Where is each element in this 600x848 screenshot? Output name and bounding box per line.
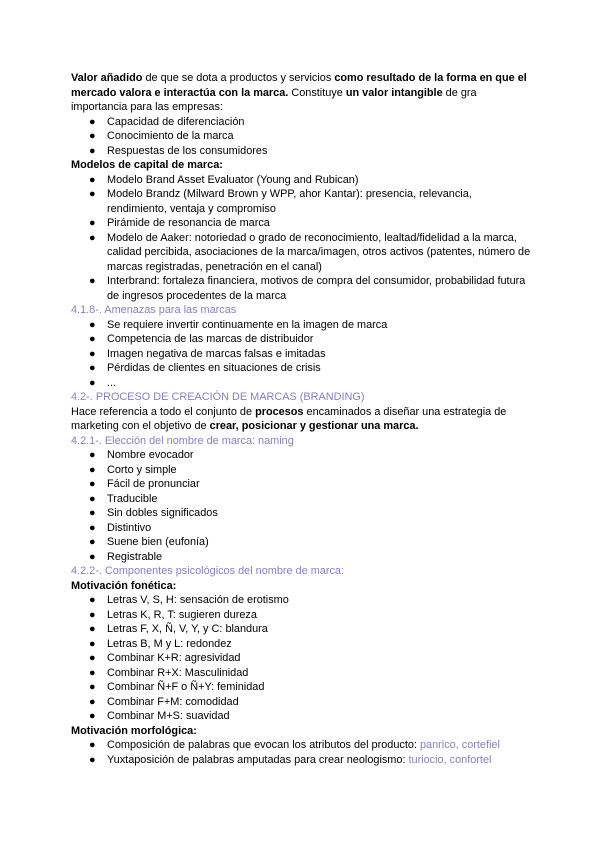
bullet-icon: ● (89, 637, 96, 650)
phonetic-heading: Motivación fonética: (71, 579, 177, 592)
list-item: ● Conocimiento de la marca (89, 130, 234, 142)
bullet-icon: ● (89, 666, 96, 679)
bullet-icon: ● (89, 753, 96, 766)
bullet-icon: ● (89, 231, 96, 244)
bullet-icon: ● (89, 449, 96, 461)
list-item: ● ... (89, 376, 117, 389)
intro-bold-1: Valor añadido (71, 72, 143, 84)
list-item: ● Letras F, X, Ñ, V, Y, y C: blandura (89, 623, 268, 635)
intro-bold-3: un valor intangible (345, 86, 443, 99)
list-item: ● Imagen negativa de marcas falsas e imitadas (89, 347, 326, 360)
example-text: turiocio, confortel (408, 753, 492, 766)
list-item: ● Combinar M+S: suavidad (89, 710, 230, 722)
bullet-icon: ● (89, 521, 96, 534)
bullet-icon: ● (89, 115, 96, 128)
models-list (71, 173, 531, 304)
morph-heading: Motivación morfológica: (71, 724, 197, 737)
branding-paragraph: Hace referencia a todo el conjunto de procesos encaminados a diseñar una estrategia de marketing con el objetivo de crear, posicionar y gestionar una marca. (71, 405, 507, 432)
list-item: ● Yuxtaposición de palabras amputadas para crear neologismo: turiocio, confortel (89, 753, 492, 766)
bullet-icon: ● (89, 478, 96, 490)
list-item: ● Combinar Ñ+F o Ñ+Y: feminidad (89, 681, 265, 693)
threats-list (71, 318, 531, 391)
bullet-icon: ● (89, 188, 96, 200)
bullet-icon: ● (89, 217, 96, 229)
list-item: ● Pirámide de resonancia de marca (89, 217, 270, 229)
bullet-icon: ● (89, 130, 96, 142)
list-item: ● Nombre evocador (89, 449, 194, 461)
intro-paragraph (71, 71, 531, 115)
bullet-icon: ● (89, 608, 96, 621)
list-item: ● Se requiere invertir continuamente en la imagen de marca (89, 318, 388, 331)
bullet-icon: ● (89, 710, 96, 722)
intro-text-1: de que se dota a productos y servicios (142, 72, 335, 84)
list-item: ● Capacidad de diferenciación (89, 115, 245, 128)
document-page (71, 71, 531, 767)
list-item: ● Competencia de las marcas de distribuidor (89, 333, 314, 345)
psych-heading: 4.2.2-. Componentes psicológicos del nombre de marca: (71, 565, 345, 577)
value-list (71, 115, 531, 159)
list-item: ● Pérdidas de clientes en situaciones de crisis (89, 362, 321, 374)
branding-heading: 4.2-. PROCESO DE CREACIÓN DE MARCAS (BRANDING) (71, 391, 365, 403)
list-item: ● Combinar K+R: agresividad (89, 652, 241, 664)
bullet-icon: ● (89, 347, 96, 360)
list-item: ● Fácil de pronunciar (89, 478, 200, 490)
bullet-icon: ● (89, 275, 96, 287)
list-item: ● Interbrand: fortaleza financiera, motivos de compra del consumidor, probabilidad futura de ingresos procedentes de la marca (89, 275, 526, 302)
intro-text-2: Constituye (288, 86, 346, 99)
bullet-icon: ● (89, 695, 96, 708)
list-item: ● Composición de palabras que evocan los atributos del producto: panrico, cortefiel (89, 739, 500, 751)
example-text: panrico, cortefiel (420, 739, 500, 751)
bullet-icon: ● (89, 144, 96, 157)
morph-list (71, 738, 531, 767)
bullet-icon: ● (89, 652, 96, 664)
bullet-icon: ● (89, 492, 96, 505)
list-item: ● Modelo de Aaker: notoriedad o grado de reconocimiento, lealtad/fidelidad a la marca, calidad percibida, asociaciones de la marca/imagen, otros activos (patentes, número de marcas registradas, penetración en el canal) (89, 231, 531, 273)
bullet-icon: ● (89, 681, 96, 693)
list-item: ● Letras K, R, T: sugieren dureza (89, 608, 257, 621)
bullet-icon: ● (89, 507, 96, 519)
phonetic-list (71, 593, 531, 724)
bullet-icon: ● (89, 173, 96, 186)
intro-text-3: de gra importancia para las empresas: (71, 86, 477, 113)
list-item: ● Modelo Brand Asset Evaluator (Young and Rubican) (89, 173, 359, 186)
list-item: ● Combinar F+M: comodidad (89, 695, 239, 708)
bullet-icon: ● (89, 376, 96, 389)
bullet-icon: ● (89, 333, 96, 345)
bullet-icon: ● (89, 739, 96, 751)
list-item: ● Corto y simple (89, 463, 177, 476)
bullet-icon: ● (89, 536, 96, 548)
list-item: ● Registrable (89, 550, 163, 563)
models-heading: Modelos de capital de marca: (71, 159, 223, 171)
naming-heading: 4.2.1-. Elección del nombre de marca: naming (71, 434, 294, 447)
list-item: ● Modelo Brandz (Milward Brown y WPP, ahor Kantar): presencia, relevancia, rendimiento, ventaja y compromiso (89, 188, 472, 215)
list-item: ● Traducible (89, 492, 158, 505)
threats-heading: 4.1.8-. Amenazas para las marcas (71, 304, 237, 316)
bullet-icon: ● (89, 463, 96, 476)
list-item: ● Respuestas de los consumidores (89, 144, 268, 157)
bullet-icon: ● (89, 623, 96, 635)
list-item: ● Distintivo (89, 521, 152, 534)
list-item: ● Combinar R+X: Masculinidad (89, 666, 249, 679)
bullet-icon: ● (89, 318, 96, 331)
list-item: ● Letras V, S, H: sensación de erotismo (89, 594, 289, 606)
list-item: ● Suene bien (eufonía) (89, 536, 209, 548)
list-item: ● Letras B, M y L: redondez (89, 637, 232, 650)
bullet-icon: ● (89, 362, 96, 374)
intro-bold-2: como resultado de la forma en que el mercado valora e interactúa con la marca. (71, 72, 527, 99)
bullet-icon: ● (89, 550, 96, 563)
list-item: ● Sin dobles significados (89, 507, 218, 519)
naming-list (71, 448, 531, 564)
bullet-icon: ● (89, 594, 96, 606)
